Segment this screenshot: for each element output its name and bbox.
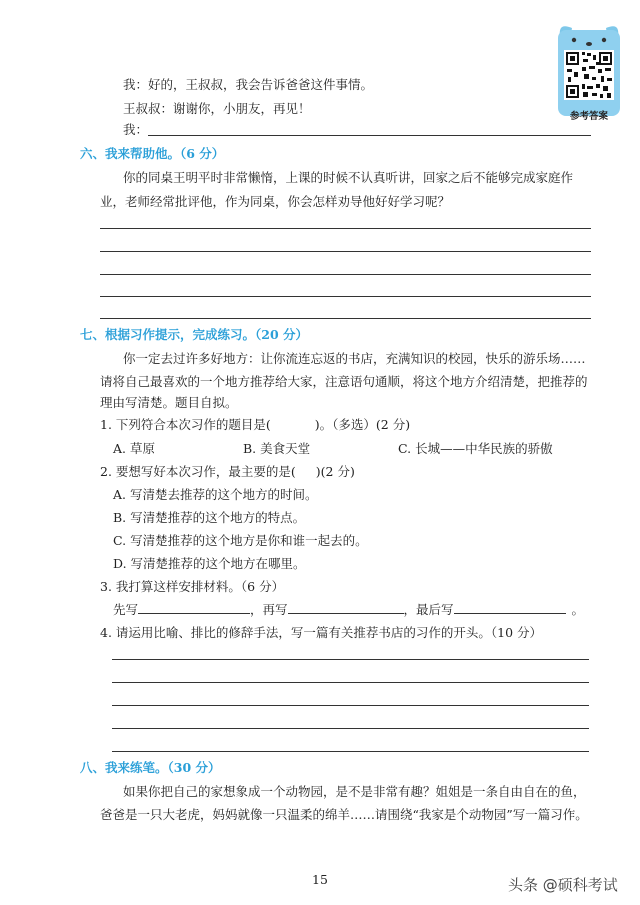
writing-line[interactable]: [100, 274, 591, 275]
question-2-option-a[interactable]: A. 写清楚去推荐的这个地方的时间。: [113, 487, 318, 502]
section-7-paragraph-1: 你一定去过许多好地方：让你流连忘返的书店，充满知识的校园，快乐的游乐场……: [123, 351, 586, 366]
writing-line[interactable]: [112, 682, 589, 683]
question-1-stem-end: )。（多选）(2 分): [314, 417, 411, 432]
question-2-option-c[interactable]: C. 写清楚推荐的这个地方是你和谁一起去的。: [113, 533, 368, 548]
question-3-last-label: ，最后写: [403, 602, 454, 617]
writing-line[interactable]: [112, 751, 589, 752]
writing-line[interactable]: [112, 659, 589, 660]
question-1-stem: [100, 417, 410, 433]
qr-caption: 参考答案: [569, 111, 608, 122]
answer-line[interactable]: [148, 135, 591, 136]
question-4-stem: 4. 请运用比喻、排比的修辞手法，写一篇有关推荐书店的习作的开头。（10 分）: [100, 625, 543, 640]
section-8-paragraph-2: 爸爸是一只大老虎，妈妈就像一只温柔的绵羊……请围绕“我家是个动物园”写一篇习作。: [100, 807, 588, 822]
answer-qr-badge[interactable]: [556, 22, 622, 124]
section-6-title: 六、我来帮助他。（6 分）: [80, 146, 225, 161]
section-8-paragraph-1: 如果你把自己的家想象成一个动物园，是不是非常有趣？姐姐是一条自由自在的鱼，: [123, 784, 586, 799]
question-1-stem-start: 1. 下列符合本次习作的题目是(: [100, 417, 271, 432]
source-watermark: 头条 @硕科考试: [508, 876, 618, 894]
question-3-fill-row: [113, 601, 584, 618]
question-3-end: 。: [571, 602, 585, 617]
dialogue-line-1: 我：好的，王叔叔，我会告诉爸爸这件事情。: [123, 77, 374, 92]
writing-line[interactable]: [100, 251, 591, 252]
writing-line[interactable]: [100, 296, 591, 297]
dialogue-line-2: 王叔叔：谢谢你，小朋友，再见！: [123, 101, 311, 116]
section-7-paragraph-3: 理由写清楚。题目自拟。: [100, 395, 238, 410]
question-2-stem: [100, 464, 355, 480]
question-1-option-a[interactable]: A. 草原: [113, 441, 155, 456]
section-6-paragraph-2: 业，老师经常批评他，作为同桌，你会怎样劝导他好好学习呢？: [100, 194, 451, 209]
writing-line[interactable]: [112, 705, 589, 706]
question-2-option-d[interactable]: D. 写清楚推荐的这个地方在哪里。: [113, 556, 306, 571]
question-2-stem-start: 2. 要想写好本次习作，最主要的是(: [100, 464, 296, 479]
question-3-first-label: 先写: [113, 602, 139, 617]
writing-line[interactable]: [112, 728, 589, 729]
writing-line[interactable]: [100, 318, 591, 319]
section-7-paragraph-2: 请将自己最喜欢的一个地方推荐给大家，注意语句通顺，将这个地方介绍清楚，把推荐的: [100, 374, 588, 389]
question-3-stem: 3. 我打算这样安排材料。（6 分）: [100, 579, 285, 594]
question-1-option-b[interactable]: B. 美食天堂: [243, 441, 311, 456]
question-3-first-blank[interactable]: [138, 601, 250, 614]
dialogue-line-3-label: 我：: [123, 122, 149, 137]
question-2-option-b[interactable]: B. 写清楚推荐的这个地方的特点。: [113, 510, 306, 525]
question-3-then-blank[interactable]: [288, 601, 404, 614]
page-number: 15: [312, 872, 328, 887]
section-8-title: 八、我来练笔。（30 分）: [80, 760, 221, 775]
section-7-title: 七、根据习作提示，完成练习。（20 分）: [80, 327, 308, 342]
question-2-stem-end: )(2 分): [315, 464, 355, 479]
writing-line[interactable]: [100, 228, 591, 229]
section-6-paragraph-1: 你的同桌王明平时非常懒惰，上课的时候不认真听讲，回家之后不能够完成家庭作: [123, 170, 574, 185]
question-3-last-blank[interactable]: [454, 601, 566, 614]
question-3-then-label: ，再写: [250, 602, 288, 617]
question-1-option-c[interactable]: C. 长城——中华民族的骄傲: [398, 441, 553, 456]
